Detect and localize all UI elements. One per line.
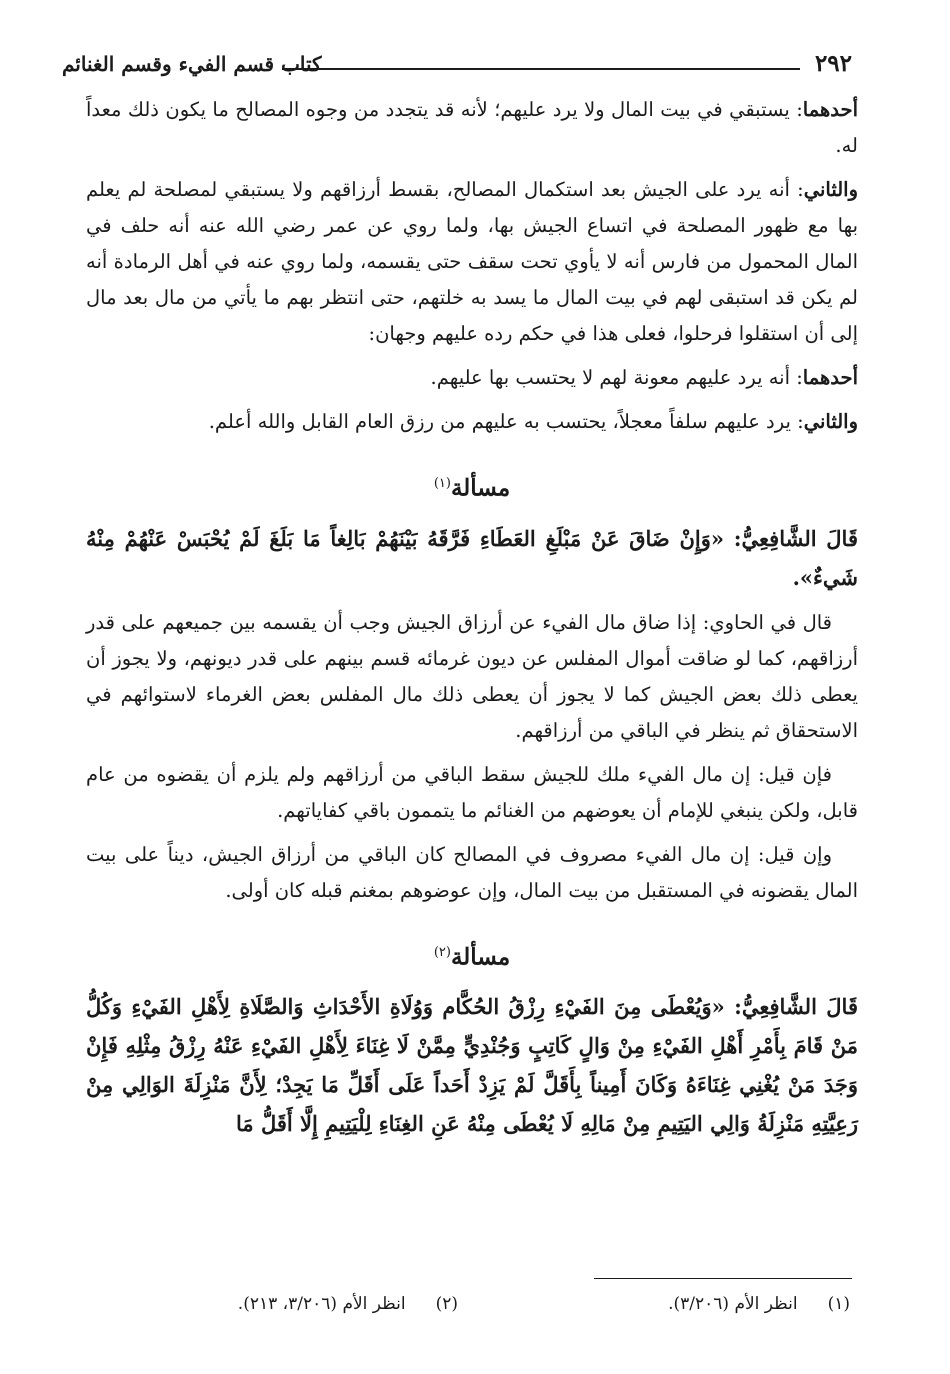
section-heading-text: مسألة — [450, 474, 511, 502]
footnote — [668, 1294, 850, 1314]
footnote-ref: (١) — [433, 476, 451, 491]
paragraph-label: والثاني — [803, 410, 858, 433]
paragraph — [86, 92, 858, 164]
section-heading — [86, 935, 858, 976]
shafii-quote — [86, 987, 858, 1143]
running-title: كتاب قسم الفيء وقسم الغنائم — [62, 52, 322, 76]
quote-label: قَالَ الشَّافِعِيُّ: — [734, 994, 858, 1020]
paragraph — [86, 360, 858, 396]
section-heading-text: مسألة — [450, 943, 511, 971]
footnote-text: انظر الأم (٣/٢٠٦، ٢١٣). — [237, 1294, 406, 1314]
paragraph — [86, 404, 858, 440]
quote-text: «وَيُعْطَى مِنَ الفَيْءِ رِزْقُ الحُكَّام وَوُلَاةِ الأَحْدَاثِ وَالصَّلَاةِ لِأَهْلِ الفَيْءِ وَكُلُّ مَنْ قَامَ بِأَمْرِ أَهْلِ الفَيْءِ مِنْ وَالٍ كَاتِبٍ وَجُنْدِيٍّ مِمَّنْ لَا غِنَاءَ لِأَهْلِ الفَيْءِ عَنْهُ رِزْقُ مِثْلِهِ فَإِنْ وَجَدَ مَنْ يُغْنِي غِنَاءَهُ وَكَانَ أَمِيناً بِأَقَلَّ لَمْ يَزِدْ أَحَداً عَلَى أَقَلِّ مَا يَجِدْ؛ لِأَنَّ مَنْزِلَةَ الوَالِي مِنْ رَعِيَّتِهِ مَنْزِلَةُ وَالِي اليَتِيمِ مِنْ مَالِهِ لَا يُعْطَى مِنْهُ عَنِ الغِنَاءِ لِلْيَتِيمِ إِلَّا أَقَلُّ مَا — [86, 994, 858, 1137]
quote-label: قَالَ الشَّافِعِيُّ: — [733, 525, 858, 551]
footnote-mark: (٢) — [435, 1294, 458, 1314]
paragraph-label: والثاني — [803, 178, 858, 201]
paragraph-label: أحدهما — [802, 366, 858, 389]
running-header — [62, 46, 852, 86]
paragraph: قال في الحاوي: إذا ضاق مال الفيء عن أرزاق الجيش وجب أن يقسمه بين جميعهم على قدر أرزاقهم، كما لو ضاقت أموال المفلس عن ديون غرمائه قسم بينهم على قدر ديونهم، ولا يجوز أن يعطى ذلك بعض الجيش كما لا يجوز أن يعطى ذلك مال المفلس بعض الغرماء لاستوائهم في الاستحقاق ثم ينظر في الباقي من أرزاقهم. — [86, 610, 858, 742]
header-rule — [282, 68, 800, 70]
paragraph: وإن قيل: إن مال الفيء مصروف في المصالح كان الباقي من أرزاق الجيش، ديناً على بيت المال يقضونه في المستقبل من بيت المال، وإن عوضوهم بمغنم قبله كان أولى. — [86, 842, 858, 902]
paragraph-text: : يستبقي في بيت المال ولا يرد عليهم؛ لأنه قد يتجدد من وجوه المصالح ما يكون ذلك معداً له. — [86, 98, 858, 157]
footnote-ref: (٢) — [433, 944, 451, 960]
page-body — [86, 92, 858, 1151]
paragraph: فإن قيل: إن مال الفيء ملك للجيش سقط الباقي من أرزاقهم ولم يلزم أن يقضوه من عام قابل، ولكن ينبغي للإمام أن يعوضهم من الغنائم ما يتممون باقي كفاياتهم. — [86, 762, 858, 822]
paragraph-label: أحدهما — [802, 98, 858, 121]
shafii-quote — [86, 519, 858, 597]
paragraph — [86, 172, 858, 352]
paragraph-text: : أنه يرد على الجيش بعد استكمال المصالح، بقسط أرزاقهم ولا يستبقي لمصلحة لم يعلم بها مع ظهور المصلحة في اتساع الجيش بها، ولما روي عن عمر رضي الله عنه أنه حلف في المال المحمول من فارس أنه لا يأوي تحت سقف حتى يقسمه، ولما روي عنه في أهل الرمادة أنه لم يكن قد استبقى لهم في بيت المال ما يسد به خلتهم، حتى انتظر بهم ما يأتي من مال بعد مال إلى أن استقلوا فرحلوا، فعلى هذا في حكم رده عليهم وجهان: — [86, 178, 858, 345]
footnote — [238, 1294, 458, 1314]
paragraph-text: : أنه يرد عليهم معونة لهم لا يحتسب بها عليهم. — [430, 366, 803, 389]
footnote-mark: (١) — [827, 1294, 850, 1314]
footnote-text: انظر الأم (٣/٢٠٦). — [668, 1294, 798, 1314]
footnote-rule — [594, 1278, 852, 1279]
page-number: ٢٩٢ — [814, 50, 852, 77]
section-heading — [86, 466, 858, 507]
paragraph-text: : يرد عليهم سلفاً معجلاً، يحتسب به عليهم من رزق العام القابل والله أعلم. — [208, 410, 804, 433]
quote-text: «وَإِنْ ضَاقَ عَنْ مَبْلَغِ العَطَاءِ فَرَّقَهُ بَيْنَهُمْ بَالِغاً مَا بَلَغَ لَمْ يُحْبَسْ عَنْهُمْ مِنْهُ شَيءٌ». — [86, 525, 858, 590]
